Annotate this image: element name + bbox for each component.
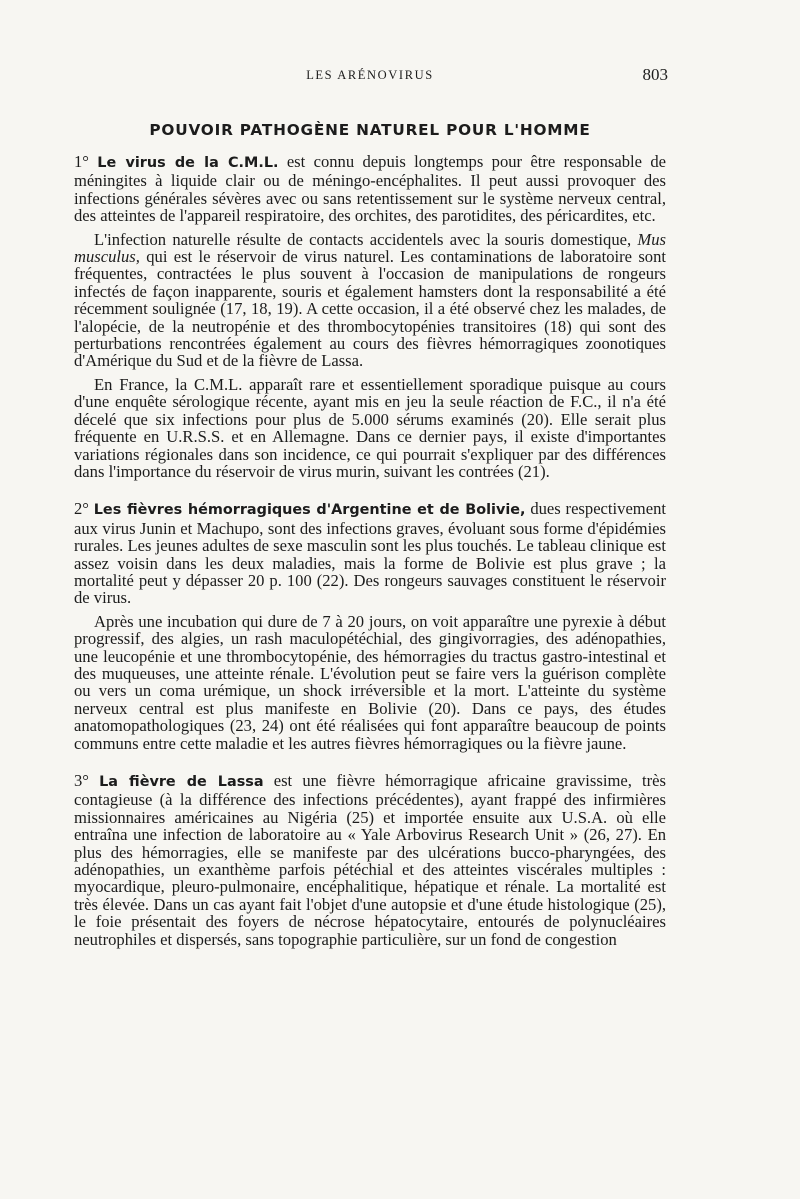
paragraph-incubation: Après une incubation qui dure de 7 à 20 jours, on voit apparaître une pyrexie à début progressif, des algies, un rash maculopétéchial, des gingivorragies, des adénopathies, une leucopénie et une thrombocytopénie, des hémorragies du tractus gastro-intestinal et des muqueuses, une atteinte rénale. L'évolution peut se faire vers la guérison complète ou vers un coma urémique, un shock irréversible et la mort. L'atteinte du système nerveux central est plus manifeste en Bolivie (20). Dans ce pays, des études anatomopathologiques (23, 24) ont été réalisées qui font apparaître beaucoup de points communs entre cette maladie et les autres fièvres hémorragiques ou la fièvre jaune. [74, 611, 666, 753]
section-title: POUVOIR PATHOGÈNE NATUREL POUR L'HOMME [149, 121, 591, 139]
paragraph-cml [74, 153, 666, 225]
paragraph-text: dues respectivement aux virus Junin et Machupo, sont des infections graves, évoluant sous forme d'épidémies rurales. Les jeunes adultes de sexe masculin sont les plus touchés. Le tableau clinique est assez voisin dans les deux maladies, mais la forme de Bolivie est plus grave ; la mortalité peut y dépasser 20 p. 100 (22). Des rongeurs sauvages constituent le réservoir de virus. [74, 499, 666, 608]
item-number: 3° [74, 771, 89, 790]
paragraph-text: est une fièvre hémorragique africaine gravissime, très contagieuse (à la différence des infections précédentes), ayant frappé des infirmières missionnaires américaines au Nigéria (25) et importée ensuite aux U.S.A. où elle entraîna une infection de laboratoire au « Yale Arbovirus Research Unit » (26, 27). En plus des hémorragies, elle se manifeste par des ulcérations bucco-pharyngées, des adénopathies, un exanthème parfois pétéchial et des atteintes viscérales multiples : myocardique, pleuro-pulmonaire, encéphalitique, hépatique et rénale. La mortalité est très élevée. Dans un cas ayant fait l'objet d'une autopsie et d'une étude histologique (25), le foie présentait des foyers de nécrose hépatocytaire, entourés de polynucléaires neutrophiles et dispersés, sans topographie particulière, sur un fond de congestion [74, 771, 666, 949]
paragraph-lassa [74, 772, 666, 948]
lead-heading-argentine: Les fièvres hémorragiques d'Argentine et de Bolivie, [93, 502, 526, 519]
paragraph-infection-naturelle [74, 231, 666, 370]
paragraph-france: En France, la C.M.L. apparaît rare et essentiellement sporadique puisque au cours d'une enquête sérologique récente, ayant mis en jeu la seule réaction de F.C., il n'a été décelé que six infections pour plus de 5.000 sérums examinés (20). Elle serait plus fréquente en U.R.S.S. et en Allemagne. Dans ce dernier pays, il existe d'importantes variations régionales dans son incidence, ce qui pourrait s'expliquer par des différences dans l'importance du réservoir de virus murin, suivant les contrées (21). [74, 374, 666, 481]
lead-heading-cml: Le virus de la C.M.L. [97, 155, 279, 171]
item-number: 1° [74, 152, 89, 171]
paragraph-text: L'infection naturelle résulte de contacts accidentels avec la souris domestique, [94, 229, 632, 249]
item-number: 2° [74, 499, 89, 519]
page-number: 803 [642, 65, 668, 84]
paragraph-text: qui est le réservoir de virus naturel. Les contaminations de laboratoire sont fréquentes, contractées le plus souvent à l'occasion de manipulations de rongeurs infectés de façon inapparente, souris et également hamsters dont la responsabilité a été récemment soulignée (17, 18, 19). A cette occasion, il a été observé chez les malades, de l'alopécie, de la neutropénie et des thrombocytopénies transitoires (18) qui sont des perturbations rencontrées également au cours des fièvres hémorragiques zoonotiques d'Amérique du Sud et de la fièvre de Lassa. [74, 247, 666, 371]
species-name: Mus musculus, [74, 229, 666, 267]
paragraph-text: est connu depuis longtemps pour être responsable de méningites à liquide clair ou de méningo-encéphalites. Il peut aussi provoquer des infections générales sévères avec ou sans retentissement sur le système nerveux central, des atteintes de l'appareil respiratoire, des orchites, des parotidites, des péricardites, etc. [74, 152, 666, 226]
document-page [74, 60, 666, 948]
paragraph-argentine-bolivie [74, 500, 666, 606]
lead-heading-lassa: La fièvre de Lassa [99, 774, 264, 790]
running-header [74, 60, 666, 90]
running-title: LES ARÉNOVIRUS [306, 68, 434, 82]
